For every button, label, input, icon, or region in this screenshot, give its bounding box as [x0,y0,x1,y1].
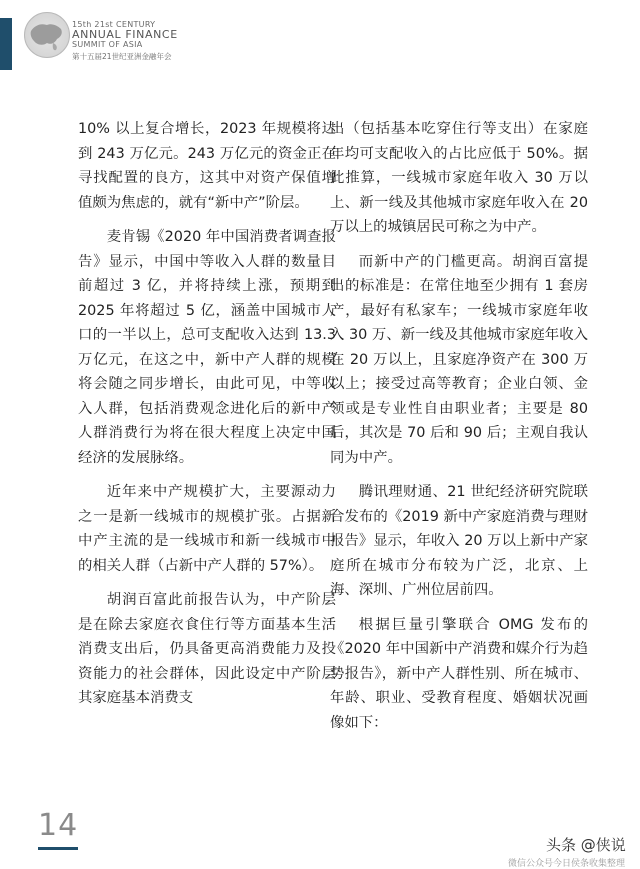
header-accent-bar [0,18,12,70]
right-paragraph-1: 出（包括基本吃穿住行等支出）在家庭年均可支配收入的占比应低于 50%。据此推算，一线城市家庭年收入 30 万以上、新一线及其他城市家庭年收入在 20 万以上的城镇居民可称之为中产。 [330,121,588,235]
page-number: 14 [38,808,79,843]
logo-line-4: 第十五届21世纪亚洲金融年会 [72,52,172,61]
summit-logo [24,12,224,72]
left-paragraph-2: 麦肯锡《2020 年中国消费者调查报告》显示，中国中等收入人群的数量目前超过 3 亿，并将持续上涨，预期到 2025 年将超过 5 亿，涵盖中国城市人口的一半以上，总可支配收入达到 13.3 万亿元，在这之中，新中产人群的规模将会随之同步增长，由此可见，中等收入人群，包括消费观念进化后的新中产人群消费行为将在很大程度上决定中国经济的发展脉络。 [78,229,336,466]
globe-icon [24,12,70,58]
watermark-main: 头条 @侠说 [546,836,626,854]
left-paragraph-1: 10% 以上复合增长，2023 年规模将达到 243 万亿元。243 万亿元的资金正在寻找配置的良方，这其中对资产保值增值颇为焦虑的，就有“新中产”阶层。 [78,121,336,211]
logo-line-2: ANNUAL FINANCE [72,28,178,41]
footer-accent-rule [38,847,78,850]
right-paragraph-3: 腾讯理财通、21 世纪经济研究院联合发布的《2019 新中产家庭消费与理财报告》显示，年收入 20 万以上新中产家庭所在城市分布较为广泛，北京、上海、深圳、广州位居前四。 [330,484,588,598]
left-column [78,117,336,721]
right-paragraph-2: 而新中产的门槛更高。胡润百富提出的标准是：在常住地至少拥有 1 套房产，最好有私家车；一线城市家庭年收入 30 万、新一线及其他城市家庭年收入在 20 万以上，且家庭净资产在 300 万以上；接受过高等教育；企业白领、金领或是专业性自由职业者；主要是 80 后，其次是 70 后和 90 后；主观自我认同为中产。 [330,253,588,466]
logo-line-3: SUMMIT OF ASIA [72,40,143,49]
left-paragraph-3: 近年来中产规模扩大，主要源动力之一是新一线城市的规模扩张。占据新中产主流的是一线城市和新一线城市中的相关人群（占新中产人群的 57%）。 [78,484,336,574]
watermark-sub: 微信公众号今日侯条收集整理 [508,859,626,869]
logo-line-1: 15th 21st CENTURY [72,20,156,29]
left-paragraph-4: 胡润百富此前报告认为，中产阶层是在除去家庭衣食住行等方面基本生活消费支出后，仍具备更高消费能力及投资能力的社会群体，因此设定中产阶层其家庭基本消费支 [78,592,336,706]
right-column [330,117,588,745]
right-paragraph-4: 根据巨量引擎联合 OMG 发布的《2020 年中国新中产消费和媒介行为趋势报告》，新中产人群性别、所在城市、年龄、职业、受教育程度、婚姻状况画像如下： [330,616,588,731]
logo-text [72,20,178,62]
